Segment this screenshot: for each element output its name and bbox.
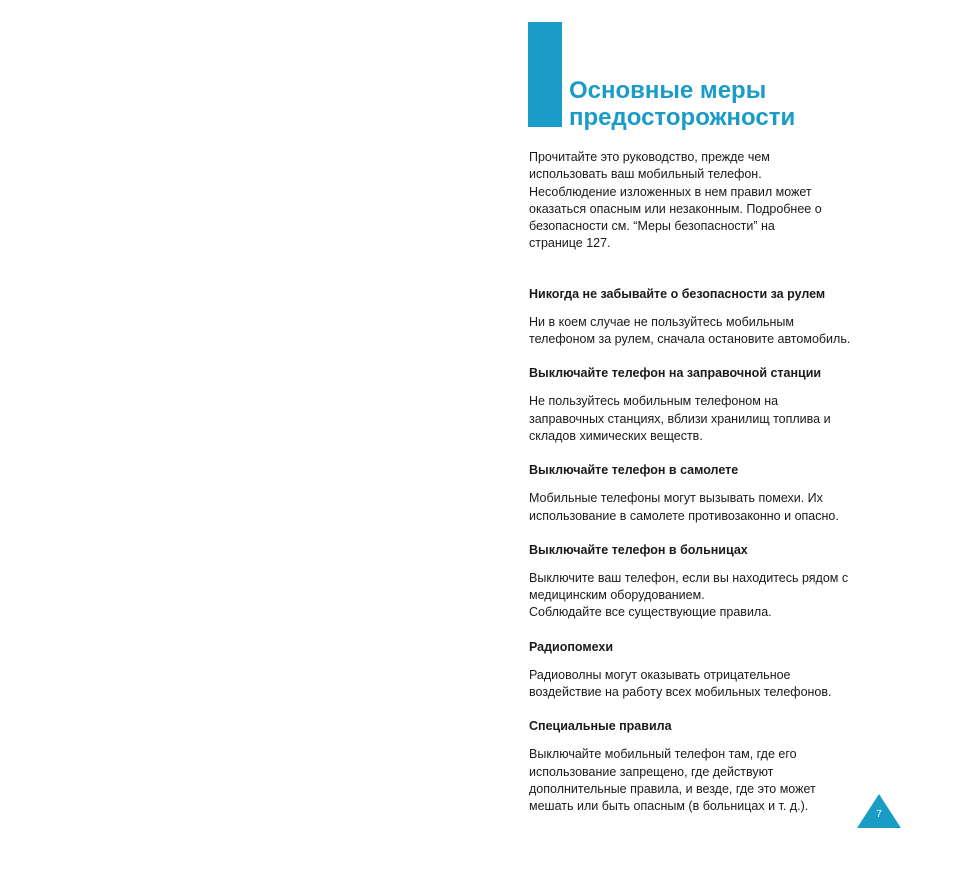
section-body: Радиоволны могут оказывать отрицательное воздействие на работу всех мобильных телефонов.	[529, 667, 832, 700]
section-heading: Выключайте телефон на заправочной станции	[529, 366, 822, 381]
title-accent-bar	[528, 22, 562, 127]
section-gas-station	[529, 365, 889, 445]
section-heading: Выключайте телефон в больницах	[529, 542, 748, 557]
section-body: Выключите ваш телефон, если вы находитесь рядом с медицинским оборудованием. Соблюдайте все существующие правила.	[529, 570, 849, 620]
intro-paragraph: Прочитайте это руководство, прежде чем использовать ваш мобильный телефон. Несоблюдение изложенных в нем правил может оказаться опасным или незаконным. Подробнее о безопасности см. “Меры безопасности” на странице 127.	[529, 150, 822, 251]
section-heading: Никогда не забывайте о безопасности за рулем	[529, 286, 826, 301]
section-interference	[529, 639, 889, 702]
section-body: Выключайте мобильный телефон там, где его использование запрещено, где действуют дополнительные правила, и везде, где это может мешать или быть опасным (в больницах и т. д.).	[529, 747, 816, 814]
page-title: Основные меры предосторожности	[569, 77, 796, 131]
page-content	[529, 149, 889, 816]
section-special-rules	[529, 718, 889, 815]
page-number: 7	[876, 809, 882, 820]
section-body: Ни в коем случае не пользуйтесь мобильным телефоном за рулем, сначала остановите автомобиль.	[529, 314, 851, 347]
section-heading: Специальные правила	[529, 719, 672, 734]
section-body: Мобильные телефоны могут вызывать помехи. Их использование в самолете противозаконно и опасно.	[529, 491, 839, 523]
section-heading: Выключайте телефон в самолете	[529, 463, 739, 478]
section-heading: Радиопомехи	[529, 639, 614, 654]
section-airplane	[529, 462, 889, 525]
section-hospitals	[529, 542, 889, 622]
section-driving	[529, 286, 889, 349]
section-body: Не пользуйтесь мобильным телефоном на заправочных станциях, вблизи хранилищ топлива и складов химических веществ.	[529, 394, 831, 443]
